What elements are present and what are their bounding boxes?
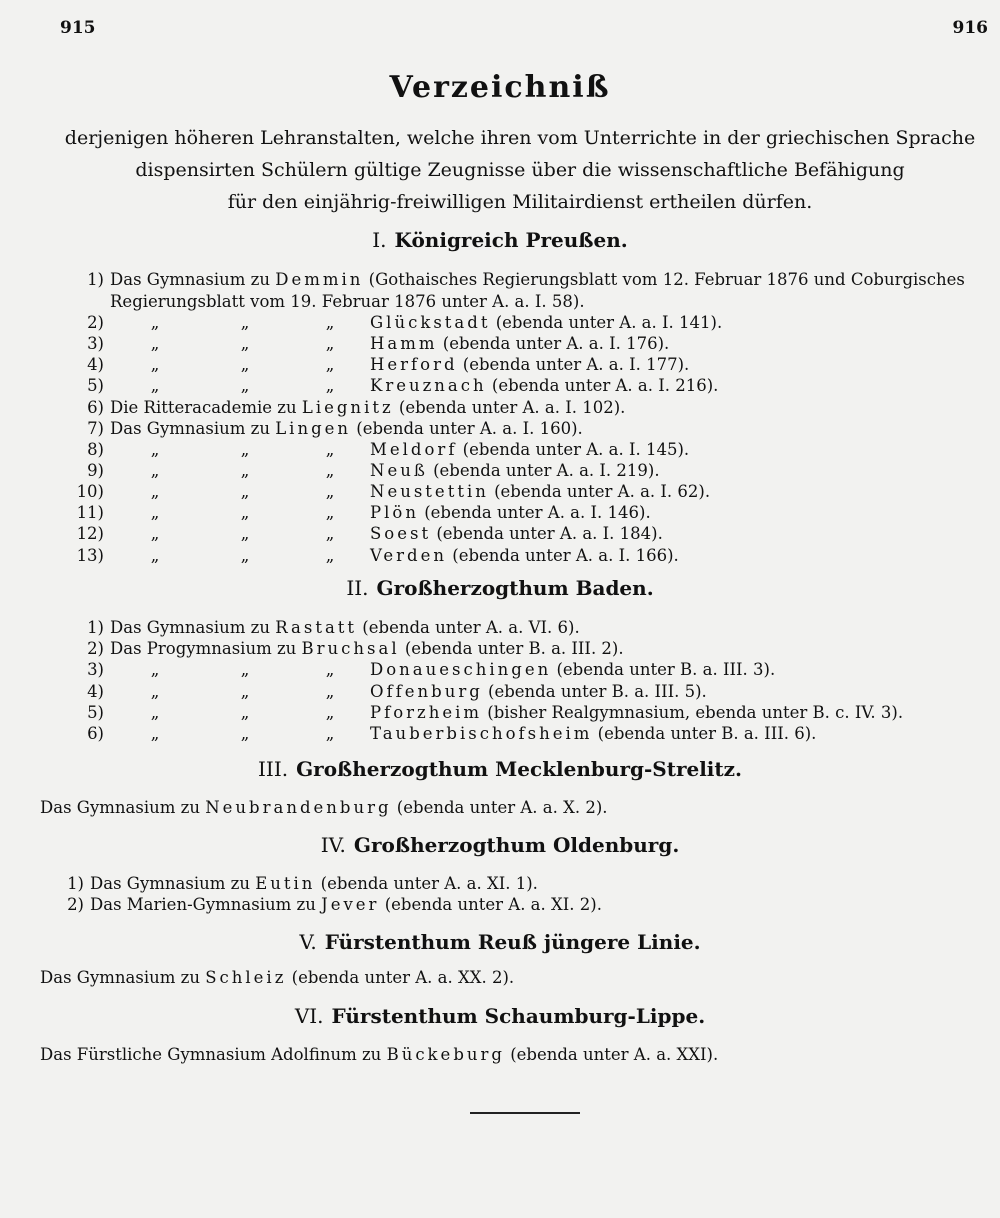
reference-text: (ebenda unter A. a. I. 166). [447, 546, 679, 565]
institution-text: Das Progymnasium zu [110, 639, 302, 658]
item-number: 4) [87, 682, 104, 701]
institution-text: Das Marien-Gymnasium zu [90, 895, 322, 914]
list-item [60, 546, 679, 565]
town-name: Herford [370, 355, 458, 374]
ditto-mark: „ [325, 660, 335, 679]
ditto-mark: „ [325, 461, 335, 480]
item-number: 2) [87, 313, 104, 332]
ditto-mark: „ [240, 546, 250, 565]
item-number: 5) [87, 703, 104, 722]
reference-text: (ebenda unter A. a. XX. 2). [286, 968, 515, 987]
ditto-mark: „ [325, 376, 335, 395]
ditto-mark: „ [150, 682, 160, 701]
ditto-mark: „ [150, 546, 160, 565]
list-item [40, 895, 602, 914]
page-number-right: 916 [952, 18, 988, 38]
institution-text: Die Ritteracademie zu [110, 398, 302, 417]
ditto-mark: „ [240, 660, 250, 679]
item-number: 9) [87, 461, 104, 480]
ditto-mark: „ [325, 682, 335, 701]
reference-text: (ebenda unter A. a. I. 219). [427, 461, 660, 480]
town-name: Jever [321, 895, 380, 914]
reference-text: (ebenda unter A. a. I. 177). [457, 355, 690, 374]
section-number: III. [258, 757, 289, 781]
list-item [60, 419, 583, 438]
ditto-mark: „ [240, 355, 250, 374]
ditto-mark: „ [240, 482, 250, 501]
ditto-mark: „ [240, 682, 250, 701]
list-item [60, 503, 651, 522]
item-number: 1) [67, 874, 84, 893]
list-item [60, 334, 669, 353]
section-heading [0, 833, 1000, 857]
item-number: 4) [87, 355, 104, 374]
town-name: Glückstadt [370, 313, 491, 332]
town-name: Neubrandenburg [205, 798, 392, 817]
list-item [60, 355, 689, 374]
ditto-mark: „ [150, 334, 160, 353]
town-name: Lingen [275, 419, 352, 438]
reference-text: (ebenda unter A. a. I. 176). [437, 334, 670, 353]
ditto-mark: „ [240, 524, 250, 543]
intro-text [60, 122, 980, 218]
reference-text: (ebenda unter A. a. I. 160). [351, 419, 583, 438]
ditto-mark: „ [150, 482, 160, 501]
list-item [60, 660, 775, 679]
section-number: IV. [320, 833, 346, 857]
section-number: V. [299, 930, 317, 954]
reference-text: (ebenda unter B. a. III. 2). [399, 639, 624, 658]
list-item [60, 524, 663, 543]
ditto-mark: „ [240, 313, 250, 332]
ditto-mark: „ [240, 703, 250, 722]
town-name: Liegnitz [301, 398, 394, 417]
item-number: 5) [87, 376, 104, 395]
item-number: 7) [87, 419, 104, 438]
ditto-mark: „ [240, 376, 250, 395]
reference-text: (ebenda unter A. a. X. 2). [391, 798, 608, 817]
item-number: 10) [76, 482, 104, 501]
section-name: Großherzogthum Baden. [376, 576, 654, 600]
list-item [40, 874, 538, 893]
ditto-mark: „ [325, 703, 335, 722]
ditto-mark: „ [240, 334, 250, 353]
section-name: Königreich Preußen. [394, 228, 628, 252]
section-number: VI. [294, 1004, 324, 1028]
ditto-mark: „ [240, 503, 250, 522]
institution-text: Das Gymnasium zu [110, 618, 276, 637]
section-heading [0, 930, 1000, 954]
reference-text: (ebenda unter A. a. I. 102). [393, 398, 626, 417]
ditto-mark: „ [325, 524, 335, 543]
ditto-mark: „ [150, 461, 160, 480]
reference-text: (ebenda unter A. a. XI. 1). [315, 874, 538, 893]
list-item [60, 440, 689, 459]
list-item [60, 724, 816, 743]
ditto-mark: „ [150, 313, 160, 332]
town-name: Offenburg [370, 682, 483, 701]
institution-text: Das Gymnasium zu [110, 270, 276, 289]
item-number: 3) [87, 660, 104, 679]
town-name: Demmin [275, 270, 364, 289]
town-name: Schleiz [205, 968, 287, 987]
town-name: Donaueschingen [370, 660, 552, 679]
section-heading [0, 228, 1000, 252]
reference-text: (bisher Realgymnasium, ebenda unter B. c. IV. 3). [482, 703, 904, 722]
item-number: 6) [87, 398, 104, 417]
reference-text: (ebenda unter A. a. I. 145). [457, 440, 690, 459]
institution-text: Das Fürstliche Gymnasium Adolfinum zu [40, 1045, 387, 1064]
reference-text: (ebenda unter B. a. III. 3). [551, 660, 776, 679]
reference-text: (ebenda unter A. a. XI. 2). [379, 895, 602, 914]
town-name: Neuß [370, 461, 428, 480]
section-name: Fürstenthum Schaumburg-Lippe. [331, 1004, 706, 1028]
reference-text: (ebenda unter A. a. VI. 6). [357, 618, 580, 637]
section-name: Großherzogthum Oldenburg. [353, 833, 680, 857]
item-number: 1) [87, 270, 104, 289]
ditto-mark: „ [325, 355, 335, 374]
section-number: I. [372, 228, 387, 252]
institution-text: Das Gymnasium zu [90, 874, 256, 893]
ditto-mark: „ [150, 703, 160, 722]
list-item [60, 398, 625, 417]
section-name: Fürstenthum Reuß jüngere Linie. [324, 930, 701, 954]
reference-text: (ebenda unter A. a. I. 146). [418, 503, 651, 522]
page-number-left: 915 [60, 18, 96, 38]
institution-text: Das Gymnasium zu [110, 419, 276, 438]
town-name: Tauberbischofsheim [370, 724, 593, 743]
item-number: 1) [87, 618, 104, 637]
ditto-mark: „ [150, 503, 160, 522]
reference-text: (ebenda unter A. a. I. 141). [490, 313, 723, 332]
ditto-mark: „ [150, 440, 160, 459]
ditto-mark: „ [240, 461, 250, 480]
reference-text: (ebenda unter A. a. I. 216). [486, 376, 719, 395]
ditto-mark: „ [150, 660, 160, 679]
list-item [60, 313, 722, 332]
reference-text: (ebenda unter A. a. XXI). [504, 1045, 719, 1064]
intro-line: dispensirten Schülern gültige Zeugnisse über die wissenschaftliche Befähigung [135, 159, 905, 181]
section-number: II. [346, 576, 369, 600]
town-name: Bückeburg [386, 1045, 505, 1064]
list-item [60, 376, 718, 395]
ditto-mark: „ [150, 355, 160, 374]
ditto-mark: „ [240, 440, 250, 459]
item-number: 13) [76, 546, 104, 565]
ditto-mark: „ [325, 334, 335, 353]
item-number: 2) [67, 895, 84, 914]
closing-rule [470, 1112, 580, 1114]
town-name: Plön [370, 503, 419, 522]
intro-line: derjenigen höheren Lehranstalten, welche ihren vom Unterrichte in der griechischen Sprache [64, 127, 976, 149]
town-name: Hamm [370, 334, 438, 353]
item-number: 3) [87, 334, 104, 353]
town-name: Soest [370, 524, 432, 543]
list-item [40, 1045, 718, 1064]
item-number: 8) [87, 440, 104, 459]
ditto-mark: „ [150, 524, 160, 543]
section-heading [0, 757, 1000, 781]
list-item [60, 270, 965, 289]
town-name: Verden [370, 546, 448, 565]
ditto-mark: „ [325, 724, 335, 743]
reference-text: (ebenda unter B. a. III. 6). [592, 724, 817, 743]
document-title: Verzeichniß [389, 70, 611, 105]
item-number: 2) [87, 639, 104, 658]
town-name: Bruchsal [301, 639, 400, 658]
institution-text: Das Gymnasium zu [40, 798, 206, 817]
list-item [60, 461, 660, 480]
reference-text: Regierungsblatt vom 19. Februar 1876 unter A. a. I. 58). [110, 292, 585, 311]
section-name: Großherzogthum Mecklenburg-Strelitz. [296, 757, 742, 781]
town-name: Pforzheim [370, 703, 483, 722]
list-item [60, 703, 903, 722]
list-item [60, 618, 580, 637]
town-name: Rastatt [275, 618, 358, 637]
list-item [60, 639, 624, 658]
list-item [60, 292, 585, 311]
list-item [40, 798, 608, 817]
ditto-mark: „ [150, 376, 160, 395]
item-number: 6) [87, 724, 104, 743]
reference-text: (Gothaisches Regierungsblatt vom 12. Februar 1876 und Coburgisches [363, 270, 965, 289]
reference-text: (ebenda unter A. a. I. 62). [488, 482, 711, 501]
ditto-mark: „ [325, 503, 335, 522]
ditto-mark: „ [150, 724, 160, 743]
ditto-mark: „ [325, 546, 335, 565]
section-heading [0, 576, 1000, 600]
town-name: Neustettin [370, 482, 489, 501]
item-number: 11) [76, 503, 104, 522]
list-item [60, 682, 707, 701]
ditto-mark: „ [325, 313, 335, 332]
section-heading [0, 1004, 1000, 1028]
town-name: Meldorf [370, 440, 458, 459]
intro-line: für den einjährig-freiwilligen Militairdienst ertheilen dürfen. [227, 191, 813, 213]
reference-text: (ebenda unter A. a. I. 184). [431, 524, 663, 543]
item-number: 12) [76, 524, 104, 543]
ditto-mark: „ [325, 440, 335, 459]
town-name: Eutin [255, 874, 316, 893]
town-name: Kreuznach [370, 376, 487, 395]
institution-text: Das Gymnasium zu [40, 968, 206, 987]
reference-text: (ebenda unter B. a. III. 5). [482, 682, 707, 701]
list-item [60, 482, 710, 501]
list-item [40, 968, 514, 987]
ditto-mark: „ [240, 724, 250, 743]
ditto-mark: „ [325, 482, 335, 501]
